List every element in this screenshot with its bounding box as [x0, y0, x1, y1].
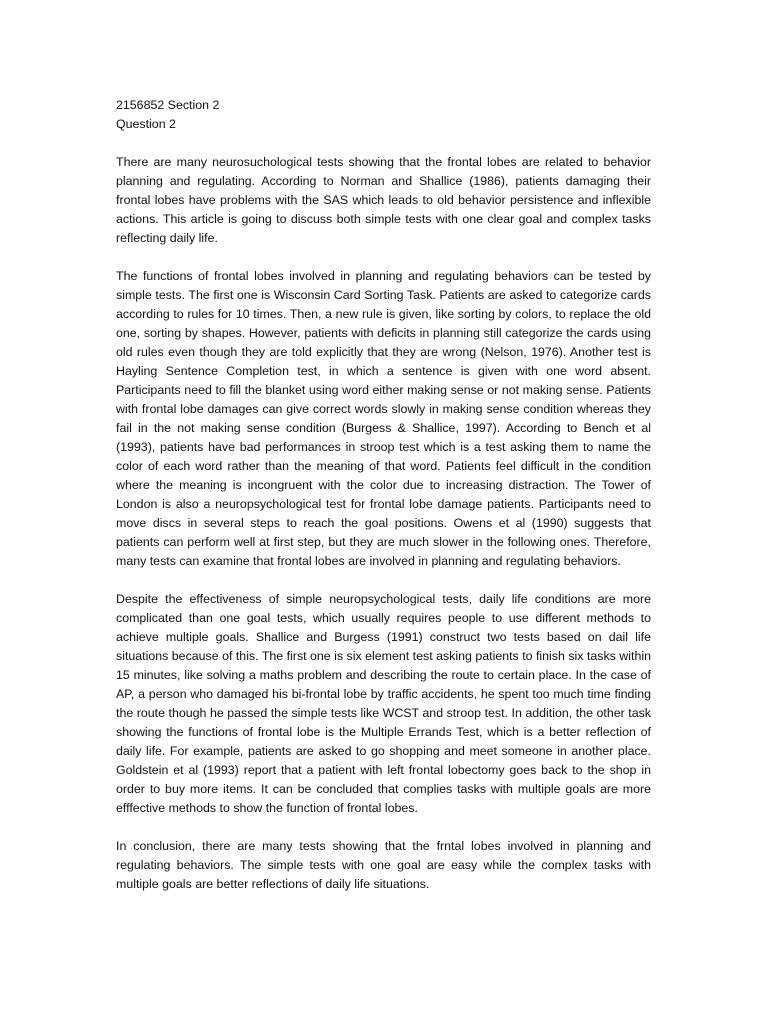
paragraph-simple-tests: The functions of frontal lobes involved in planning and regulating behaviors can be tested by simple tests. The first one is Wisconsin Card Sorting Task. Patients are asked to categorize cards according to rules for 10 times. Then, a new rule is given, like sorting by colors, to replace the old one, sorting by shapes. However, patients with deficits in planning still categorize the cards using old rules even though they are told explicitly that they are wrong (Nelson, 1976). Another test is Hayling Sentence Completion test, in which a sentence is given with one word absent. Participants need to fill the blanket using word either making sense or not making sense. Patients with frontal lobe damages can give correct words slowly in making sense condition whereas they fail in the not making sense condition (Burgess & Shallice, 1997). According to Bench et al (1993), patients have bad performances in stroop test which is a test asking them to name the color of each word rather than the meaning of that word. Patients feel difficult in the condition where the meaning is incongruent with the color due to increasing distraction. The Tower of London is also a neuropsychological test for frontal lobe damage patients. Participants need to move discs in several steps to reach the goal positions. Owens et al (1990) suggests that patients can perform well at first step, but they are much slower in the following ones. Therefore, many tests can examine that frontal lobes are involved in planning and regulating behaviors.	[116, 269, 651, 568]
question-number: Question 2	[116, 117, 176, 131]
document-body	[116, 96, 651, 894]
paragraph-introduction: There are many neurosuchological tests showing that the frontal lobes are related to behavior planning and regulating. According to Norman and Shallice (1986), patients damaging their frontal lobes have problems with the SAS which leads to old behavior persistence and inflexible actions. This article is going to discuss both simple tests with one clear goal and complex tasks reflecting daily life.	[116, 155, 651, 245]
paragraph-conclusion: In conclusion, there are many tests showing that the frntal lobes involved in planning and regulating behaviors. The simple tests with one goal are easy while the complex tasks with multiple goals are better reflections of daily life situations.	[116, 839, 651, 891]
paragraph-complex-tasks: Despite the effectiveness of simple neuropsychological tests, daily life conditions are more complicated than one goal tests, which usually requires people to use different methods to achieve multiple goals. Shallice and Burgess (1991) construct two tests based on dail life situations because of this. The first one is six element test asking patients to finish six tasks within 15 minutes, like solving a maths problem and describing the route to certain place. In the case of AP, a person who damaged his bi-frontal lobe by traffic accidents, he spent too much time finding the route though he passed the simple tests like WCST and stroop test. In addition, the other task showing the functions of frontal lobe is the Multiple Errands Test, which is a better reflection of daily life. For example, patients are asked to go shopping and meet someone in another place. Goldstein et al (1993) report that a patient with left frontal lobectomy goes back to the shop in order to buy more items. It can be concluded that complies tasks with multiple goals are more efffective methods to show the function of frontal lobes.	[116, 592, 651, 815]
student-id-section: 2156852 Section 2	[116, 98, 220, 112]
